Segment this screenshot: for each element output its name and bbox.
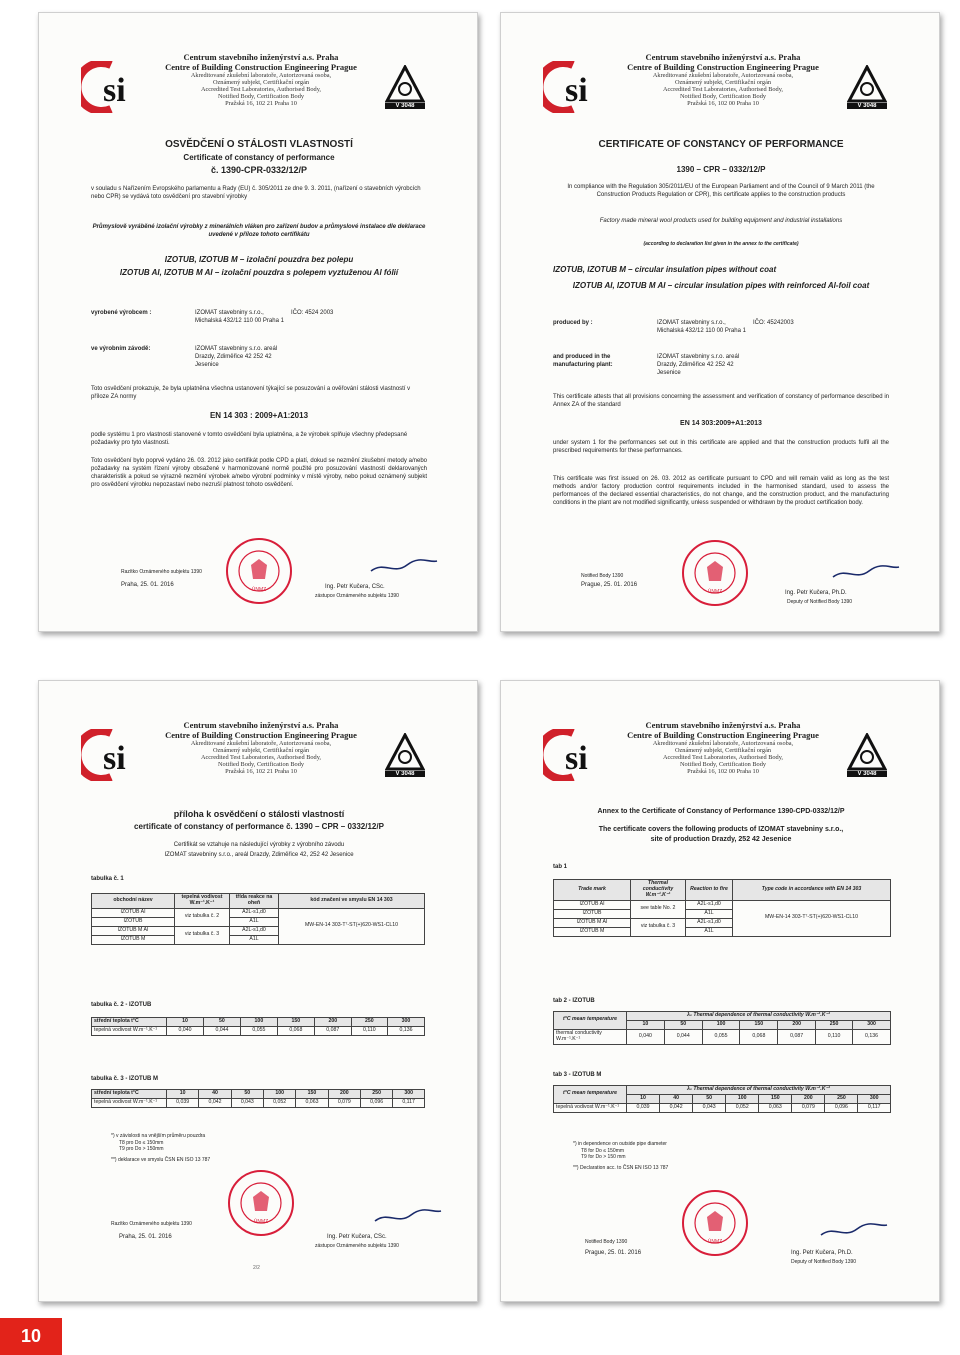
annex-subtitle: certificate of constancy of performance č. 1390 – CPR – 0332/12/P (134, 822, 384, 831)
certificate-header: si Centrum stavebního inženýrství a.s. Praha Centre of Building Construction Engineering Prague Akreditované zkušební laboratoře, Autorizovaná osoba, Oznámený subjekt, Certifikační orgán Accredited Test Laboratories, Authorised Body, Notified Body, Certification Body Pražská 16, 102 21 Praha 10 V 3048 (39, 13, 477, 133)
signature-icon (831, 563, 901, 583)
products-text: Průmyslově vyráběné izolační výrobky z minerálních vláken pro zařízení budov a průmyslové instalace dle deklarace uvedené v příloze tohoto certifikátu (92, 224, 426, 239)
signer-name: Ing. Petr Kučera, CSc. (327, 1234, 387, 1240)
place-date: Praha, 25. 01. 2016 (119, 1234, 172, 1240)
certificate-number: 1390 – CPR – 0332/12/P (676, 165, 766, 174)
certificate-number: č. 1390-CPR-0332/12/P (210, 165, 308, 175)
table-2: střední teplota t°C 10 50 100 150 200 250 300 tepelná vodivost W.m⁻¹.K⁻¹ 0,040 0,044 0,055 0,068 0,087 0,110 0,136 (91, 1017, 425, 1036)
signer-name: Ing. Petr Kučera, Ph.D. (785, 590, 847, 596)
paragraph-3: This certificate was first issued on 26. 03. 2012 as certificate pursuant to CPD and will remain valid as long as the test methods and/or factory production control requirements included in the harmonised standard, used to assess the performances of the declared essential characteristics, do not change, and the construction product, and the manufacturing conditions in the plant are not modified significantly, unless suspended or withdrawn by the product certification body. (553, 476, 889, 507)
svg-text:si: si (103, 72, 126, 109)
certificate-title: CERTIFICATE OF CONSTANCY OF PERFORMANCE (598, 139, 844, 150)
csi-logo-icon (543, 61, 607, 113)
csi-logo-icon (81, 729, 145, 781)
place-date: Praha, 25. 01. 2016 (121, 582, 174, 588)
table-3-label: tab 3 - IZOTUB M (553, 1072, 602, 1078)
paragraph-1: Toto osvědčení prokazuje, že byla uplatněna všechna ustanovení týkající se posuzování a ověřování stálosti vlastností v příloze ZA normy (91, 386, 411, 401)
signer-role: Deputy of Notified Body 1390 (791, 1259, 857, 1265)
table-1-label: tab 1 (553, 864, 568, 870)
footnotes: *) v závislosti na vnějším průměru pouzdra T8 pro Do ≤ 150mm T9 pro Do > 150mm **) deklarace ve smyslu ČSN EN ISO 13 787 (111, 1133, 211, 1163)
nb-label: Notified Body 1390 (585, 1239, 628, 1245)
table-1: Trade mark Thermal conductivity W.m⁻¹.K⁻¹ Reaction to fire Type code in accordance with EN 14 303 IZOTUB AI see table No. 2 A2L-s1,d0 MW-EN-14 303-T⁷-ST(+)620-WS1-CL10 IZOTUB A1L IZOTUB M AI viz tabulka č. 3 A2L-s1,d0 IZOTUB M A1L (553, 879, 891, 937)
signer-role: zástupce Oznámeného subjektu 1390 (315, 1243, 399, 1249)
csi-logo-icon (81, 61, 145, 113)
notified-body-mark-icon: V 3048 (847, 733, 887, 781)
svg-text:si: si (103, 740, 126, 777)
annex-page-cz (38, 680, 478, 1302)
signature-icon (369, 557, 439, 577)
product-name-1: IZOTUB, IZOTUB M – circular insulation pipes without coat (553, 265, 777, 274)
paragraph-3: Toto osvědčení bylo poprvé vydáno 26. 03. 2012 jako certifikát podle CPD a platí, dokud se nezmění zkušební metody a/nebo požadavky na systém řízení výroby obsažené v harmonizované normě použité pro posuzování vlastností deklarovaných charakteristik a pokud se výrazně nezmění výrobek a/nebo výrobní podmínky v místě výroby, nebo pokud oznámený subjekt pro osvědčení výrobku nepozastaví nebo nezruší platnost tohoto osvědčení. (91, 458, 427, 489)
footnotes: *) in dependence on outside pipe diameter T8 for Do ≤ 150mm T9 for Do > 150 mm **) Declaration acc. to ČSN EN ISO 13 787 (573, 1141, 669, 1171)
annex-intro-2: IZOMAT stavebniny s.r.o., areál Drazdy, Zdiměřice 42, 252 42 Jesenice (164, 852, 354, 858)
official-stamp-icon (227, 1169, 295, 1237)
product-name-2: IZOTUB AI, IZOTUB M AI – circular insulation pipes with reinforced Al-foil coat (572, 281, 870, 290)
notified-body-mark-icon: V 3048 (847, 65, 887, 113)
products-note: (according to declaration list given in the annex to the certificate) (643, 241, 799, 247)
place-date: Prague, 25. 01. 2016 (585, 1250, 642, 1256)
certificate-header: si Centrum stavebního inženýrství a.s. Praha Centre of Building Construction Engineering Prague Akreditované zkušební laboratoře, Autorizovaná osoba, Oznámený subjekt, Certifikační orgán Accredited Test Laboratories, Authorised Body, Notified Body, Certification Body Pražská 16, 102 21 Praha 10 V 3048 (39, 681, 477, 801)
signature-icon (819, 1221, 889, 1241)
certificate-header: si Centrum stavebního inženýrství a.s. Praha Centre of Building Construction Engineering Prague Akreditované zkušební laboratoře, Autorizovaná osoba, Oznámený subjekt, Certifikační orgán Accredited Test Laboratories, Authorised Body, Notified Body, Certification Body Pražská 16, 102 00 Praha 10 V 3048 (501, 13, 939, 133)
official-stamp-icon (225, 537, 293, 605)
svg-text:ÚNMZ: ÚNMZ (253, 1219, 269, 1225)
table-2: t°C mean temperature λ₀ Thermal dependence of thermal conductivity W.m⁻¹.K⁻¹ 10 50 100 150 200 250 300 thermal conductivity W.m⁻¹.K⁻¹ 0,040 0,044 0,055 0,068 0,087 0,110 0,136 (553, 1011, 891, 1045)
annex-title: příloha k osvědčení o stálosti vlastností (173, 809, 345, 819)
svg-text:si: si (565, 72, 588, 109)
manufacturer-row: vyrobené výrobcem : IZOMAT stavebniny s.r.o., Michalská 432/12 110 00 Praha 1 IČO: 4524 2003 (91, 310, 334, 325)
nb-label: Razítko Oznámeného subjektu 1390 (121, 569, 202, 575)
notified-body-mark-icon: V 3048 (385, 733, 425, 781)
notified-body-mark-icon: V 3048 (385, 65, 425, 113)
table-1: obchodní název tepelná vodivost W.m⁻¹.K⁻¹ třída reakce na oheň kód značení ve smyslu EN 14 303 IZOTUB AI viz tabulka č. 2 A2L-s1,d0 MW-EN-14 303-T⁷-ST(+)620-WS1-CL10 IZOTUB A1L IZOTUB M AI viz tabulka č. 3 A2L-s1,d0 IZOTUB M A1L (91, 893, 425, 945)
certificate-header: si Centrum stavebního inženýrství a.s. Praha Centre of Building Construction Engineering Prague Akreditované zkušební laboratoře, Autorizovaná osoba, Oznámený subjekt, Certifikační orgán Accredited Test Laboratories, Authorised Body, Notified Body, Certification Body Pražská 16, 102 00 Praha 10 V 3048 (501, 681, 939, 801)
svg-text:si: si (565, 740, 588, 777)
signature-icon (373, 1207, 443, 1227)
annex-page-en (500, 680, 940, 1302)
csi-logo-icon (543, 729, 607, 781)
manufacturer-row: produced by : IZOMAT stavebniny s.r.o., Michalská 432/12 110 00 Praha 1 IČO: 45242003 (553, 320, 794, 335)
certificate-page-cz (38, 12, 478, 632)
table-2-label: tab 2 - IZOTUB (553, 998, 595, 1004)
certificate-page-en (500, 12, 940, 632)
table-3: t°C mean temperature λ₀ Thermal dependence of thermal conductivity W.m⁻¹.K⁻¹ 10 40 50 100 150 200 250 300 tepelná vodivost W.m⁻¹.K⁻¹ 0,039 0,042 0,043 0,052 0,063 0,079 0,096 0,117 (553, 1085, 891, 1113)
annex-subtitle-1: The certificate covers the following products of IZOMAT stavebniny s.r.o., (598, 826, 844, 833)
signer-role: Deputy of Notified Body 1390 (787, 599, 853, 605)
svg-text:ÚNMZ: ÚNMZ (707, 589, 723, 595)
paragraph-2: under system 1 for the performances set out in this certificate are applied and that the construction products fulfil all the prescribed requirements for these performances. (553, 440, 889, 455)
product-name-1: IZOTUB, IZOTUB M – izolační pouzdra bez polepu (164, 255, 354, 264)
intro-text: v souladu s Nařízením Evropského parlamentu a Rady (EU) č. 305/2011 ze dne 9. 3. 2011, (nařízení o stavebních výrobcích nebo CPR) se vydává toto osvědčení pro stavební výrobky (91, 186, 421, 201)
table-3-label: tabulka č. 3 - IZOTUB M (91, 1076, 159, 1082)
certificate-subtitle: Certificate of constancy of performance (183, 153, 335, 162)
svg-text:ÚNMZ: ÚNMZ (707, 1239, 723, 1245)
header-line-cz: Centrum stavebního inženýrství a.s. Praha (183, 52, 339, 62)
page-number-badge: 10 (0, 1318, 62, 1355)
annex-intro-1: Certifikát se vztahuje na následující výrobky z výrobního závodu (173, 842, 345, 848)
page-indicator: 2/2 (253, 1265, 260, 1271)
product-name-2: IZOTUB AI, IZOTUB M AI – izolační pouzdra s polepem vyztuženou Al fólií (119, 268, 399, 277)
paragraph-1: This certificate attests that all provisions concerning the assessment and verification of constancy of performance described in Annex ZA of the standard (553, 394, 889, 409)
table-2-label: tabulka č. 2 - IZOTUB (91, 1002, 152, 1008)
standard-ref: EN 14 303:2009+A1:2013 (680, 420, 762, 427)
place-date: Prague, 25. 01. 2016 (581, 582, 638, 588)
products-text: Factory made mineral wool products used for building equipment and industrial installations (599, 218, 843, 224)
standard-ref: EN 14 303 : 2009+A1:2013 (209, 411, 309, 420)
nb-label: Notified Body 1390 (581, 573, 624, 579)
nb-label: Razítko Oznámeného subjektu 1390 (111, 1221, 192, 1227)
annex-title: Annex to the Certificate of Constancy of Performance 1390-CPD-0332/12/P (597, 808, 845, 815)
paragraph-2: podle systému 1 pro vlastnosti stanovené v tomto osvědčení byla uplatněna, a že výrobek splňuje všechny předepsané požadavky pro tyto vlastnosti. (91, 432, 408, 447)
plant-row: and produced in the manufacturing plant: IZOMAT stavebniny s.r.o. areál Drazdy, Zdiměřice 42 252 42 Jesenice (553, 354, 740, 377)
signer-name: Ing. Petr Kučera, CSc. (325, 584, 385, 590)
table-3: střední teplota t°C 10 40 50 100 150 200 250 300 tepelná vodivost W.m⁻¹.K⁻¹ 0,039 0,042 0,043 0,052 0,063 0,079 0,096 0,117 (91, 1089, 425, 1108)
intro-text: In compliance with the Regulation 305/2011/EU of the European Parliament and of the Council of 9 March 2011 (the Construction Products Regulation or CPR), this certificate applies to the construction products (567, 184, 875, 199)
svg-text:ÚNMZ: ÚNMZ (251, 587, 267, 593)
table-1-label: tabulka č. 1 (91, 876, 124, 882)
plant-row: ve výrobním závodě: IZOMAT stavebniny s.r.o. areál Drazdy, Zdiměřice 42 252 42 Jesenice (91, 346, 278, 369)
header-line-en: Centre of Building Construction Engineering Prague (165, 61, 357, 72)
official-stamp-icon (681, 539, 749, 607)
certificate-title: OSVĚDČENÍ O STÁLOSTI VLASTNOSTÍ (165, 139, 353, 150)
signer-name: Ing. Petr Kučera, Ph.D. (791, 1250, 853, 1256)
annex-subtitle-2: site of production Drazdy, 252 42 Jesenice (650, 836, 792, 843)
official-stamp-icon (681, 1189, 749, 1257)
signer-role: zástupce Oznámeného subjektu 1390 (315, 593, 399, 599)
